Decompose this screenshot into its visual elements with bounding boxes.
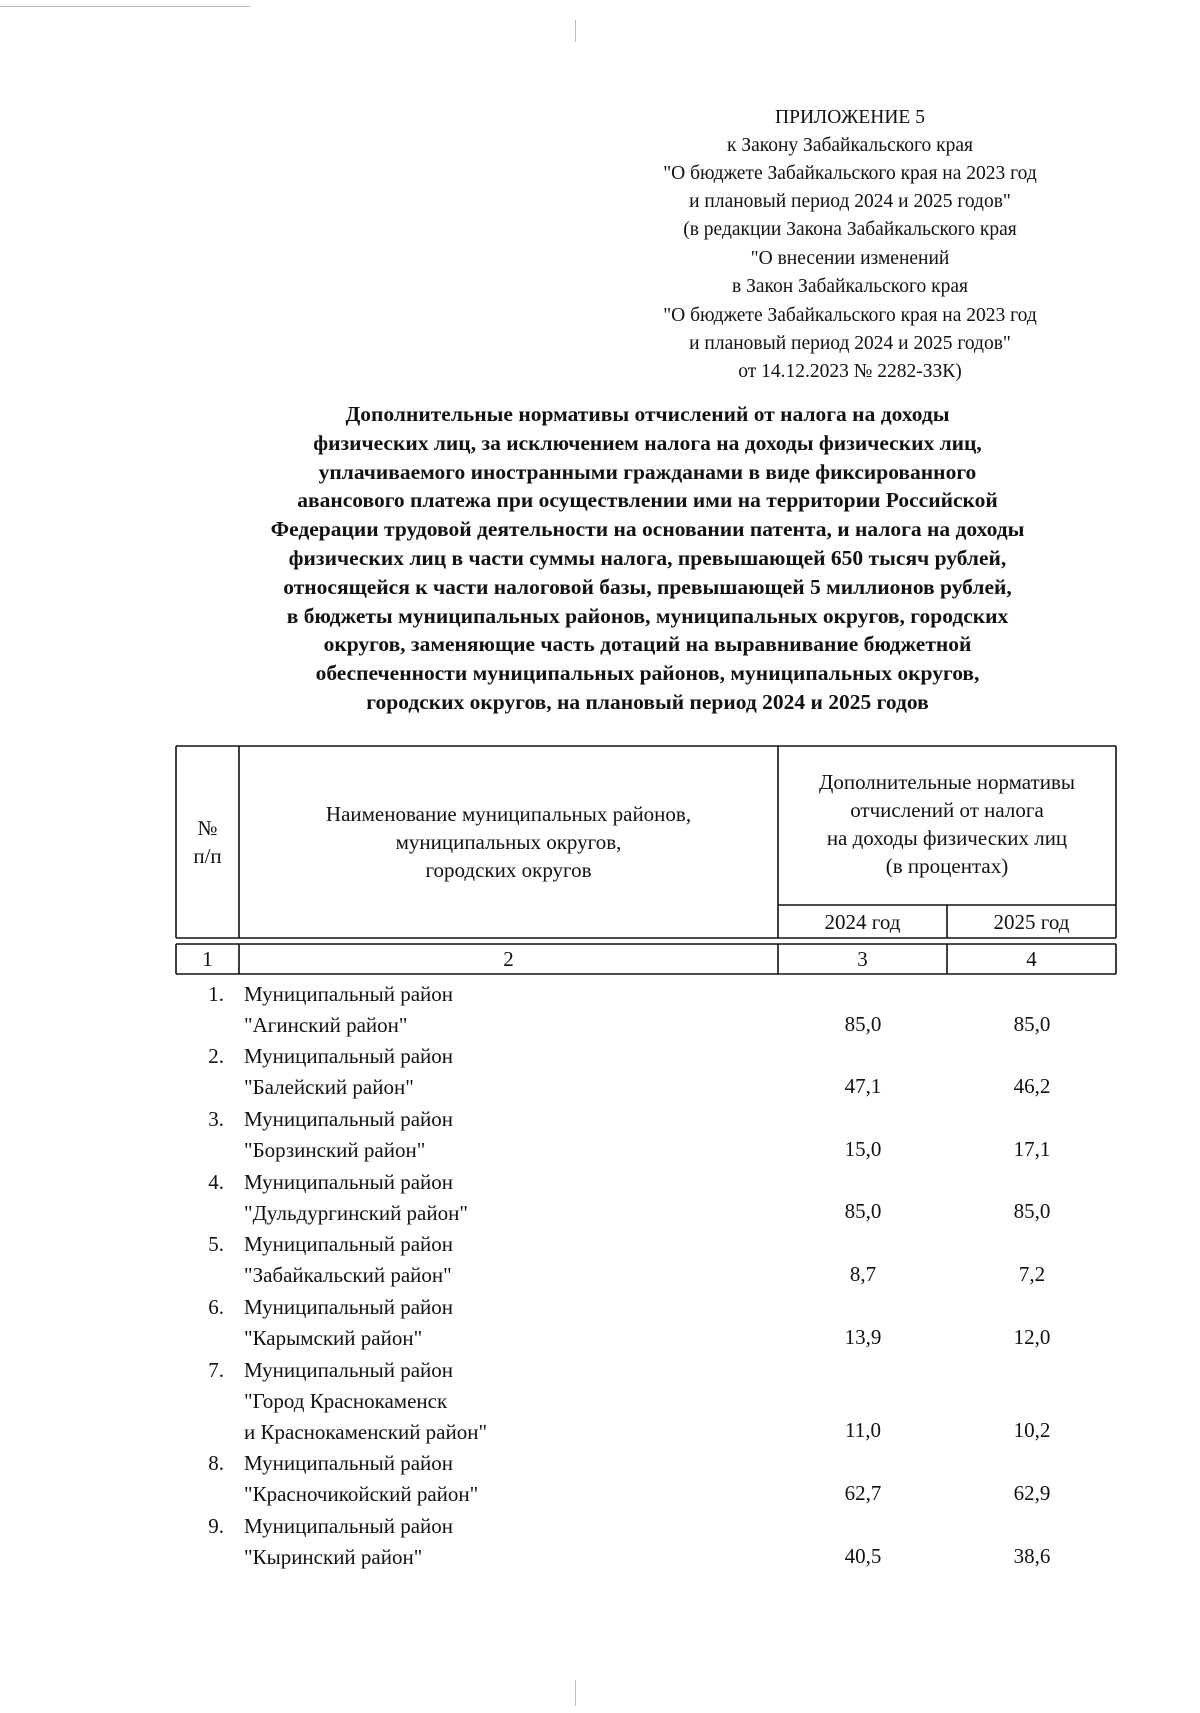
index-cell: 2 (503, 947, 514, 971)
header-text: муниципальных округов, (395, 830, 622, 854)
row-name-line: "Забайкальский район" (244, 1263, 452, 1287)
value-2024: 62,7 (844, 1481, 882, 1505)
title-line: уплачиваемого иностранными гражданами в виде фиксированного (318, 459, 977, 484)
header-line: в Закон Забайкальского края (732, 276, 968, 297)
index-cell: 3 (857, 947, 868, 971)
row-name-line: и Краснокаменский район" (244, 1420, 488, 1444)
value-2025: 85,0 (1013, 1012, 1051, 1036)
title-line: физических лиц, за исключением налога на доходы физических лиц, (313, 430, 982, 455)
value-2024: 15,0 (844, 1137, 882, 1161)
title-line: физических лиц в части суммы налога, превышающей 650 тысяч рублей, (288, 545, 1007, 570)
header-text: на доходы физических лиц (826, 826, 1068, 850)
row-name-line: Муниципальный район (244, 1514, 454, 1538)
value-2024: 85,0 (844, 1199, 882, 1223)
row-name-line: "Дульдургинский район" (244, 1201, 468, 1225)
row-number: 5. (208, 1232, 224, 1256)
row-name (244, 1104, 453, 1166)
row-name (244, 1355, 487, 1448)
value-2025: 12,0 (1013, 1325, 1051, 1349)
row-number: 9. (208, 1514, 224, 1538)
header-text: № (197, 816, 218, 840)
row-number: 3. (208, 1107, 224, 1131)
header-text: городских округов (425, 858, 592, 882)
year-2025-header: 2025 год (993, 910, 1070, 934)
title-line: в бюджеты муниципальных районов, муниципальных округов, городских (286, 603, 1009, 628)
value-2025: 85,0 (1013, 1199, 1051, 1223)
value-2025: 62,9 (1013, 1481, 1051, 1505)
col-number-header (176, 814, 239, 870)
row-number: 4. (208, 1170, 224, 1194)
row-name-line: Муниципальный район (244, 1451, 454, 1475)
header-text: отчислений от налога (850, 798, 1044, 822)
year-2024-header: 2024 год (824, 910, 901, 934)
value-2025: 7,2 (1018, 1262, 1046, 1286)
value-2024: 13,9 (844, 1325, 882, 1349)
row-number: 1. (208, 982, 224, 1006)
title-line: Дополнительные нормативы отчислений от налога на доходы (345, 402, 950, 426)
title-line: авансового платежа при осуществлении ими на территории Российской (297, 488, 998, 513)
header-line: и плановый период 2024 и 2025 годов" (689, 191, 1011, 212)
header-text: (в процентах) (885, 854, 1009, 878)
row-name-line: "Агинский район" (244, 1013, 408, 1037)
value-2024: 85,0 (844, 1012, 882, 1036)
row-name-line: Муниципальный район (244, 1107, 454, 1131)
title-line: округов, заменяющие часть дотаций на выравнивание бюджетной (323, 632, 972, 657)
row-name-line: "Балейский район" (244, 1075, 414, 1099)
row-name-line: Муниципальный район (244, 1232, 454, 1256)
row-number: 8. (208, 1451, 224, 1475)
title-line: относящейся к части налоговой базы, превышающей 5 миллионов рублей, (283, 574, 1012, 599)
row-name-line: "Красночикойский район" (244, 1482, 479, 1506)
row-name (244, 1511, 453, 1573)
row-name-line: "Карымский район" (244, 1326, 423, 1350)
header-line: (в редакции Закона Забайкальского края (683, 219, 1017, 240)
col-name-header (239, 800, 778, 884)
row-name-line: Муниципальный район (244, 1170, 454, 1194)
row-name (244, 979, 453, 1041)
title-line: обеспеченности муниципальных районов, муниципальных округов, (315, 661, 980, 686)
index-cell: 4 (1026, 947, 1037, 971)
title-line: Федерации трудовой деятельности на основании патента, и налога на доходы (270, 517, 1025, 542)
header-text: Наименование муниципальных районов, (325, 802, 692, 826)
header-line: "О внесении изменений (750, 248, 950, 269)
value-2024: 40,5 (844, 1544, 882, 1568)
value-2024: 11,0 (845, 1418, 881, 1442)
row-name (244, 1229, 453, 1291)
value-2025: 46,2 (1013, 1074, 1051, 1098)
row-name-line: "Кыринский район" (244, 1545, 423, 1569)
value-2025: 38,6 (1013, 1544, 1051, 1568)
header-line: "О бюджете Забайкальского края на 2023 год (663, 305, 1037, 326)
row-number: 6. (208, 1295, 224, 1319)
row-name-line: Муниципальный район (244, 1295, 454, 1319)
row-number: 7. (208, 1358, 224, 1382)
value-2025: 17,1 (1013, 1137, 1051, 1161)
row-number: 2. (208, 1044, 224, 1068)
value-2024: 47,1 (844, 1074, 882, 1098)
row-name-line: "Борзинский район" (244, 1138, 426, 1162)
row-name (244, 1041, 453, 1103)
index-cell: 1 (202, 947, 213, 971)
header-line: ПРИЛОЖЕНИЕ 5 (775, 107, 925, 128)
header-line: "О бюджете Забайкальского края на 2023 год (663, 163, 1037, 184)
row-name-line: Муниципальный район (244, 1044, 454, 1068)
title-line: городских округов, на плановый период 2024 и 2025 годов (366, 689, 929, 714)
header-text: Дополнительные нормативы (819, 770, 1075, 794)
header-line: и плановый период 2024 и 2025 годов" (689, 333, 1011, 354)
row-name (244, 1448, 478, 1510)
value-2024: 8,7 (849, 1262, 877, 1286)
header-text: п/п (193, 844, 222, 868)
value-2025: 10,2 (1013, 1418, 1051, 1442)
row-name-line: Муниципальный район (244, 982, 454, 1006)
header-line: к Закону Забайкальского края (726, 135, 973, 156)
header-line: от 14.12.2023 № 2282-ЗЗК) (738, 361, 962, 382)
row-name (244, 1292, 453, 1354)
col-norm-header (778, 768, 1116, 880)
row-name-line: "Город Краснокаменск (244, 1389, 448, 1413)
row-name-line: Муниципальный район (244, 1358, 454, 1382)
row-name (244, 1167, 468, 1229)
